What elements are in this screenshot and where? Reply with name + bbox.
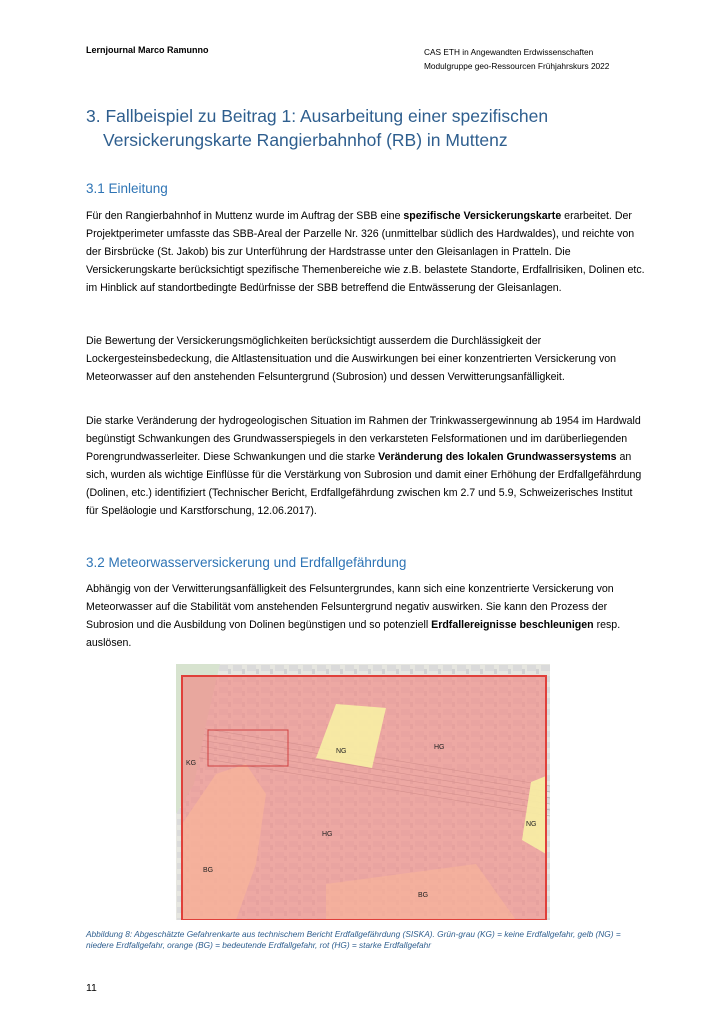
subsection-title-introduction: 3.1 Einleitung bbox=[86, 181, 168, 196]
header-course bbox=[424, 45, 609, 73]
section-title bbox=[86, 104, 646, 152]
hazard-map-figure bbox=[176, 664, 550, 920]
zone-label: HG bbox=[322, 831, 333, 838]
zone-label: BG bbox=[203, 867, 214, 874]
paragraph-hydrogeology-bold: Veränderung des lokalen Grundwassersystems bbox=[378, 451, 617, 464]
header-author: Lernjournal Marco Ramunno bbox=[86, 45, 209, 55]
hazard-map-image bbox=[176, 664, 550, 920]
section-title-line1: 3. Fallbeispiel zu Beitrag 1: Ausarbeitung einer spezifischen bbox=[86, 106, 549, 126]
paragraph-infiltration-bold: Erdfallereignisse beschleunigen bbox=[431, 619, 594, 632]
header-course-line2: Modulgruppe geo-Ressourcen Frühjahrskurs 2022 bbox=[424, 61, 610, 71]
zone-label: KG bbox=[186, 760, 197, 767]
subsection-title-meteorwater: 3.2 Meteorwasserversickerung und Erdfallgefährdung bbox=[86, 555, 407, 570]
paragraph-infiltration-text-2: resp. auslösen. bbox=[86, 619, 621, 650]
zone-label: NG bbox=[336, 748, 347, 755]
zone-label: HG bbox=[434, 744, 445, 751]
page-number: 11 bbox=[86, 982, 97, 994]
paragraph-hydrogeology-text-1: Die starke Veränderung der hydrogeologischen Situation im Rahmen der Trinkwassergewinnung ab 1954 im Hardwald begünstigt Schwankungen des Grundwasserspiegels in den verkarsteten Felsformationen und im darüberliegenden Porengrundwasserleiter. Diese Schwankungen und die starke bbox=[86, 415, 641, 464]
paragraph-evaluation: Die Bewertung der Versickerungsmöglichkeiten berücksichtigt ausserdem die Durchlässigkeit der Lockergesteinsbedeckung, die Altlastensituation und die Auswirkungen bei einer konzentrierten Versickerung von Meteorwasser auf den anstehenden Felsuntergrund (Subrosion) und dessen Verwitterungsanfälligkeit. bbox=[86, 335, 617, 384]
paragraph-project bbox=[86, 207, 646, 297]
figure-caption: Abbildung 8: Abgeschätzte Gefahrenkarte aus technischem Bericht Erdfallgefährdung (SISKA). Grün-grau (KG) = keine Erdfallgefahr, gelb (NG) = niedere Erdfallgefahr, orange (BG) = bedeutende Erdfallgefahr, rot (HG) = starke Erdfallgefahr bbox=[86, 929, 621, 951]
paragraph-hydrogeology-text-2: an sich, wurden als wichtige Einflüsse für die Verstärkung von Subrosion und damit einer Erhöhung der Erdfallgefährdung (Dolinen, etc.) identifiziert (Technischer Bericht, Erdfallgefährdung zwischen km 2.7 und 5.9, Schweizerisches Institut für Speläologie und Karstforschung, 12.06.2017). bbox=[86, 451, 642, 518]
paragraph-project-bold: spezifische Versickerungskarte bbox=[403, 210, 562, 222]
paragraph-hydrogeology bbox=[86, 412, 646, 521]
header-course-line1: CAS ETH in Angewandten Erdwissenschaften bbox=[424, 47, 594, 57]
paragraph-infiltration-text-1: Abhängig von der Verwitterungsanfälligkeit des Felsuntergrundes, kann sich eine konzentrierte Versickerung von Meteorwasser auf die Stabilität vom anstehenden Felsuntergrund negativ auswirken. Sie kann den Prozess der Subrosion und die Ausbildung von Dolinen begünstigen und so potenziell bbox=[86, 583, 614, 632]
zone-label: NG bbox=[526, 821, 537, 828]
paragraph-infiltration bbox=[86, 580, 646, 652]
section-title-line2: Versickerungskarte Rangierbahnhof (RB) in Muttenz bbox=[103, 130, 508, 150]
paragraph-project-text-2: erarbeitet. Der Projektperimeter umfasste das SBB-Areal der Parzelle Nr. 326 (unmittelbar südlich des Hardwaldes), und reichte von der Birsbrücke (St. Jakob) bis zur Unterführung der Hardstrasse unter den Gleisanlagen in Pratteln. Die Versickerungskarte berücksichtigt spezifische Themenbereiche wie z.B. belastete Standorte, Erdfallrisiken, Dolinen etc. im Hinblick auf standortbedingte Bedürfnisse der SBB betreffend die Entwässerung der Gleisanlagen. bbox=[86, 210, 645, 295]
paragraph-project-text-1: Für den Rangierbahnhof in Muttenz wurde im Auftrag der SBB eine bbox=[86, 210, 404, 222]
zone-label: BG bbox=[418, 892, 429, 899]
